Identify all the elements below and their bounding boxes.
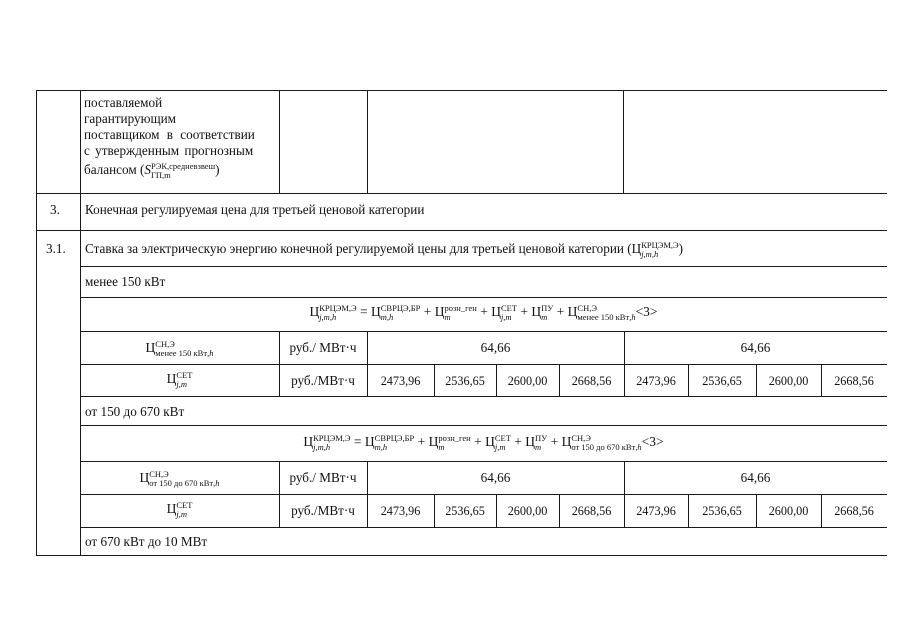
cn-e-symbol: Ц СН,Э от 150 до 670 кВт,h	[139, 469, 220, 488]
value-cell: 2473,96	[636, 504, 676, 518]
unit-cell: руб./ МВт·ч	[289, 470, 357, 485]
rule	[80, 494, 887, 495]
row31-number: 3.1.	[46, 241, 66, 256]
value-cell: 2473,96	[380, 504, 421, 518]
rule	[367, 90, 368, 193]
rule	[36, 193, 887, 194]
value-cell: 2600,00	[507, 374, 548, 388]
value-cell: 2536,65	[702, 504, 742, 518]
rule	[279, 90, 280, 193]
value-cell: 2600,00	[768, 504, 809, 518]
intro-last-line: балансом (S РЭК,средневзвеш ГП,m )	[84, 161, 220, 180]
value-cell: 2473,96	[636, 374, 676, 388]
value-cell: 2536,65	[702, 374, 742, 388]
cset-symbol: Ц СЕТ j,m	[166, 370, 193, 389]
rule	[80, 331, 887, 332]
section-title: менее 150 кВт	[85, 274, 166, 289]
value-cell: 2600,00	[507, 504, 548, 518]
intro-line: гарантирующим	[84, 111, 177, 126]
rule	[36, 230, 887, 231]
rule-left	[36, 90, 37, 556]
intro-line: поставщиком в соответствии	[84, 127, 255, 142]
rule-top	[36, 90, 887, 91]
intro-line: с утвержденным прогнозным	[84, 143, 254, 158]
value-cell: 2536,65	[445, 374, 485, 388]
unit-cell: руб./ МВт·ч	[289, 340, 357, 355]
unit-cell: руб./МВт·ч	[291, 503, 355, 518]
cn-e-symbol: Ц СН,Э менее 150 кВт,h	[145, 339, 214, 358]
formula: Ц КРЦЭМ,Э j,m,h = Ц СВРЦЭ,БР m,h + Ц розн_ген m + Ц СЕТ j,m + Ц ПУ m + Ц СН,Э менее 150 кВт,h <3>	[309, 303, 658, 322]
value-cell: 64,66	[740, 470, 771, 485]
section-title: от 670 кВт до 10 МВт	[85, 534, 208, 549]
rule	[623, 90, 624, 193]
value-cell: 64,66	[480, 470, 511, 485]
rule	[80, 396, 887, 397]
value-cell: 64,66	[480, 340, 511, 355]
rule	[80, 527, 887, 528]
rule	[80, 425, 887, 426]
row3-number: 3.	[50, 202, 60, 217]
intro-line: поставляемой	[84, 95, 163, 110]
tariff-table	[36, 90, 887, 556]
formula: Ц КРЦЭМ,Э j,m,h = Ц СВРЦЭ,БР m,h + Ц розн_ген m + Ц СЕТ j,m + Ц ПУ m + Ц СН,Э от 150 до 670 кВт,h <3>	[303, 433, 664, 452]
value-cell: 2668,56	[571, 374, 612, 388]
value-cell: 2668,56	[834, 504, 874, 518]
cset-symbol: Ц СЕТ j,m	[166, 500, 193, 519]
value-cell: 2668,56	[834, 374, 874, 388]
rule	[80, 266, 887, 267]
rule-bottom	[36, 555, 887, 556]
value-cell: 2473,96	[380, 374, 421, 388]
value-cell: 2600,00	[768, 374, 809, 388]
row31-text: Ставка за электрическую энергию конечной регулируемой цены для третьей ценовой категории (Ц КРЦЭМ,Э j,m,h )	[85, 240, 684, 259]
rule	[80, 461, 887, 462]
intro-text	[84, 95, 276, 180]
value-cell: 2668,56	[571, 504, 612, 518]
rule	[80, 364, 887, 365]
unit-cell: руб./МВт·ч	[291, 373, 355, 388]
row3-text: Конечная регулируемая цена для третьей ценовой категории	[85, 202, 425, 217]
value-cell: 2536,65	[445, 504, 485, 518]
value-cell: 64,66	[740, 340, 771, 355]
section-title: от 150 до 670 кВт	[85, 404, 185, 419]
rule	[80, 297, 887, 298]
